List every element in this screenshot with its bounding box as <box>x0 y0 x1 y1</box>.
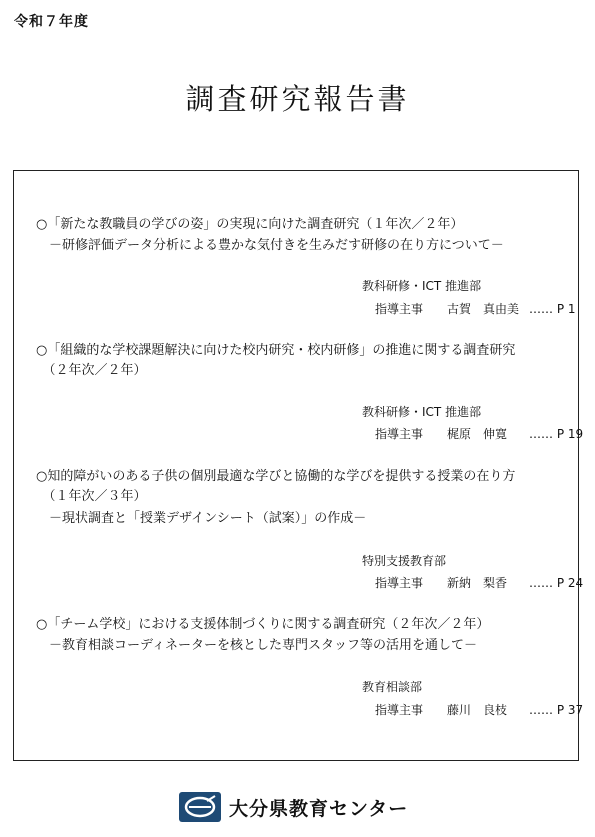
staff-name: 古賀 真由美 <box>447 302 520 316</box>
education-center-logo-icon <box>179 792 221 822</box>
entry-title-line: ○「組織的な学校課題解決に向けた校内研究・校内研修」の推進に関する調査研究 <box>36 343 516 358</box>
department: 教育相談部 <box>362 680 423 694</box>
page-ref: …… P 24 <box>529 576 584 590</box>
page-ref: …… P 37 <box>529 703 584 717</box>
staff-line <box>375 575 583 591</box>
staff-role: 指導主事 <box>375 576 424 590</box>
page-ref: …… P 19 <box>529 427 584 441</box>
entry-title-line: ○知的障がいのある子供の個別最適な学びと協働的な学びを提供する授業の在り方 <box>36 469 516 484</box>
entry-title-line: ○「チーム学校」における支援体制づくりに関する調査研究（２年次／２年） <box>36 617 490 632</box>
fiscal-year: 令和７年度 <box>14 14 89 30</box>
staff-line <box>375 702 583 718</box>
contents-box <box>13 170 584 761</box>
entry-subtitle-line: （１年次／３年） <box>36 489 147 504</box>
entry-title-line: ○「新たな教職員の学びの姿」の実現に向けた調査研究（１年次／２年） <box>36 217 464 232</box>
footer <box>179 789 408 825</box>
staff-name: 藤川 良枝 <box>447 703 508 717</box>
organization-name: 大分県教育センター <box>229 797 409 820</box>
entry-subtitle-line: －研修評価データ分析による豊かな気付きを生みだす研修の在り方について－ <box>36 238 504 253</box>
entry-subtitle-line: （２年次／２年） <box>36 363 147 378</box>
staff-name: 梶原 伸寛 <box>447 427 508 441</box>
page-title: 調査研究報告書 <box>185 82 410 116</box>
staff-role: 指導主事 <box>375 703 424 717</box>
staff-role: 指導主事 <box>375 302 424 316</box>
staff-role: 指導主事 <box>375 427 424 441</box>
department: 教科研修・ICT 推進部 <box>362 279 482 293</box>
entry-subtitle-line: －現状調査と「授業デザインシート（試案）」の作成－ <box>36 511 367 526</box>
staff-name: 新納 梨香 <box>447 576 508 590</box>
entry-subtitle-line: －教育相談コーディネーターを核とした専門スタッフ等の活用を通して－ <box>36 638 477 653</box>
staff-line <box>375 426 583 442</box>
department: 教科研修・ICT 推進部 <box>362 405 482 419</box>
staff-line <box>375 301 576 317</box>
page-ref: …… P 1 <box>529 302 576 316</box>
department: 特別支援教育部 <box>362 554 447 568</box>
